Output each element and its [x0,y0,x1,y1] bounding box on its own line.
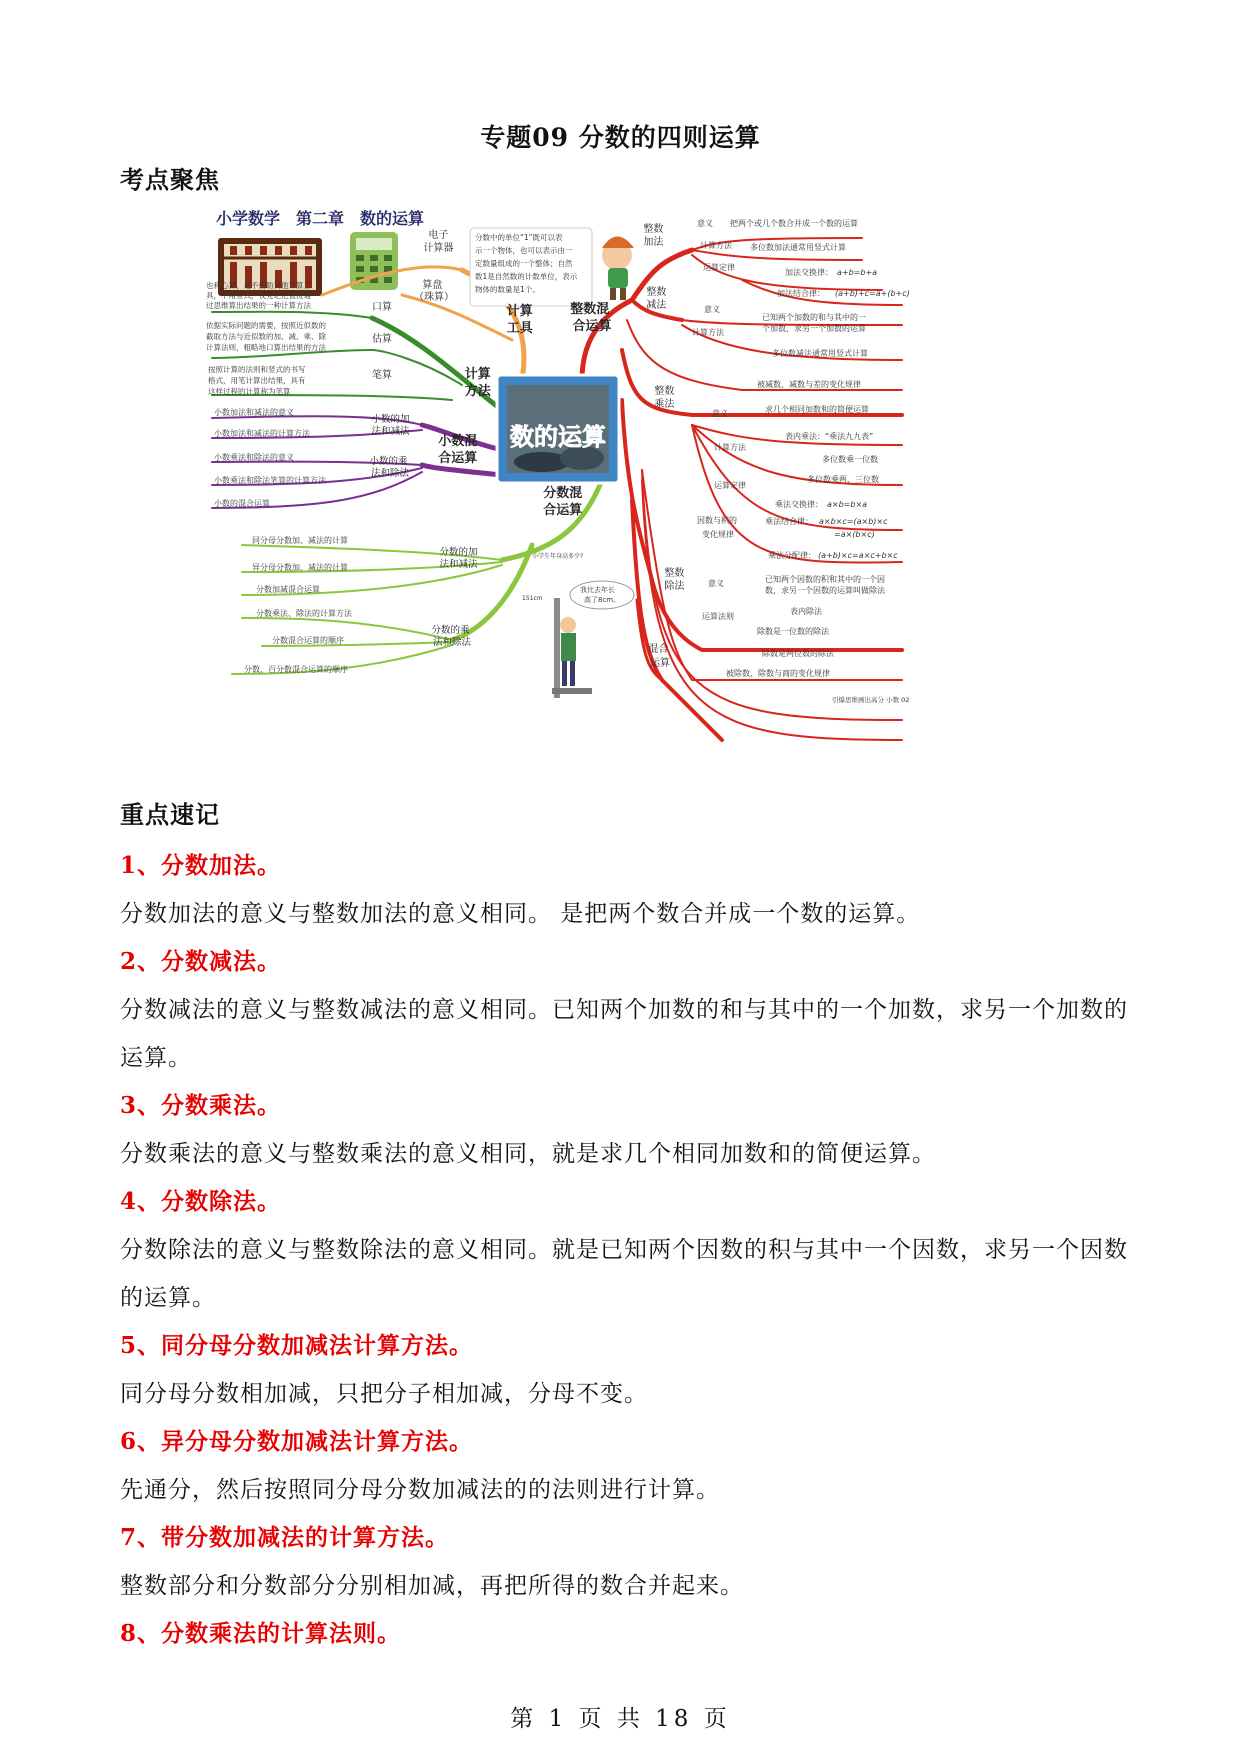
node-label: 整数混 [570,302,610,317]
leaf-text: 运算定律 [714,481,746,490]
node-label: 估算 [372,334,392,345]
node-label: 整数 [643,224,664,235]
node-label: 合运算 [543,503,583,518]
leaf-text: 意义 [708,579,724,588]
leaf-text: 意义 [712,409,728,418]
cartoon-girl-icon [602,237,634,301]
node-label: 乘法 [654,399,675,410]
bubble-line: 示一个物体，也可以表示由一 [475,246,573,255]
info-bubble [470,228,592,306]
leaf-text: 已知两个因数的积和其中的一个因 [765,575,885,584]
bubble-line: 物体的数量是1个。 [475,285,540,294]
section-heading-key-points: 重点速记 [120,800,220,829]
leaf-text: 分数、百分数混合运算的顺序 [244,665,348,674]
node-label: 计算 [464,367,491,382]
leaf-text: 计算方法 [714,443,746,452]
leaf-text: 计算方法 [700,241,732,250]
leaf-text: 已知两个加数的和与其中的一 [762,313,866,322]
leaf-text: 多位数乘两、三位数 [807,475,879,484]
leaf-text: 除数是一位数的除法 [757,627,829,636]
leaf-text: 小数加法和减法的计算方法 [214,429,310,438]
leaf-text: 乘法交换律： [775,500,823,509]
leaf-text: 多位数减法通常用竖式计算 [772,349,868,358]
point-title: 4、分数除法。 [120,1188,282,1215]
leaf-text: a+b=b+a [837,268,878,277]
node-label: 笔算 [372,370,392,381]
point-title: 5、同分母分数加减法计算方法。 [120,1332,474,1359]
kid-speech: 我比去年长 [580,586,615,594]
kid-height-icon [522,552,634,698]
page-title: 专题09 分数的四则运算 [480,123,761,152]
leaf-text: 被减数、减数与差的变化规律 [757,380,861,389]
node-label: 法和减法 [371,426,410,437]
leaf-text: 依据实际问题的需要，按照近似数的 [206,321,326,330]
node-label: 加法 [643,237,664,248]
node-label: 电子 [428,230,449,241]
kid-caption: 小学生年身高多少? [532,553,584,560]
svg-text:小数的加 法和减法 小数的乘 法和除 [369,413,412,479]
leaf-text: 把两个或几个数合并成一个数的运算 [730,219,858,228]
leaf-text: a×b×c=(a×b)×c [819,517,888,526]
bubble-line: 分数中的单位“1”既可以表 [475,233,563,242]
leaf-text: 意义 [704,305,720,314]
svg-text:同分母分数加、减法的计算 异分母分数加、减法的计算 [244,535,355,674]
node-label: 工具 [506,321,533,336]
point-title: 7、带分数加减法的计算方法。 [120,1524,450,1551]
center-node [497,375,619,483]
leaf-text: 意义 [697,219,713,228]
leaf-text: 加法交换律： [785,268,833,277]
node-label: 法和除法 [370,468,410,479]
node-label: 合运算 [438,451,478,466]
node-label: 整数 [646,287,667,298]
leaf-text: 小数的混合运算 [214,499,270,508]
point-title: 2、分数减法。 [120,948,282,975]
leaf-text: 具，不用竖式，仅凭记忆直接通 [206,291,311,300]
mind-map [206,200,1022,790]
point-title: 6、异分母分数加减法计算方法。 [120,1428,474,1455]
node-label: 口算 [372,302,392,313]
leaf-text: 被除数、除数与商的变化规律 [726,669,830,678]
leaf-text: 乘法结合律： [765,517,813,526]
kid-speech: 高了8cm。 [584,596,621,604]
node-label: 减法 [646,300,667,311]
point-body: 分数加法的意义与整数加法的意义相同。 是把两个数合并成一个数的运算。 [120,901,921,927]
leaf-text: 多位数乘一位数 [822,455,878,464]
node-label: 分数混 [543,486,583,501]
svg-text:分数的加 法和减法 分数的乘 法和除 [431,546,480,648]
node-label: 分数的乘 [431,625,470,636]
svg-text:小数加法和减法的意义 小数加法和减法的计算方法 [214,407,329,508]
kid-height: 151cm [522,595,543,602]
leaf-text: 异分母分数加、减法的计算 [252,563,348,572]
node-label: 整数 [664,568,685,579]
bubble-line: 数1是自然数的计数单位，表示 [475,272,578,281]
leaf-text: 表内除法 [790,607,822,616]
leaf-text: 加法结合律： [777,289,825,298]
leaf-text: 个加数，求另一个加数的运算 [762,324,866,333]
leaf-text: 数，求另一个因数的运算叫做除法 [765,586,885,595]
node-label: 小数混 [438,434,478,449]
page-footer: 第 1 页 共 18 页 [510,1706,731,1732]
point-title: 3、分数乘法。 [120,1092,282,1119]
node-label: 法和减法 [439,559,478,570]
svg-text:整数 加法 整数 减法 整数 [643,222,687,669]
node-label: （珠算） [414,292,454,303]
point-body: 先通分，然后按照同分母分数加减法的的法则进行计算。 [120,1477,720,1503]
node-label: 混合 [648,644,669,655]
mindmap-credit: 引爆思维画出高分 小数 02 [832,696,910,704]
point-title: 1、分数加法。 [120,852,282,879]
node-label: 计算 [506,304,533,319]
leaf-text: 计算法则，粗略地口算出结果的方法 [206,343,326,352]
leaf-text: (a+b)×c=a×c+b×c [818,551,898,560]
leaf-text: 分数加减混合运算 [256,585,320,594]
leaf-text: 过思维算出结果的一种计算方法 [206,301,311,310]
leaf-text: 计算方法 [692,328,724,337]
node-label: 方法 [464,384,491,399]
leaf-text: 运算法则 [702,612,734,621]
point-body: 分数减法的意义与整数减法的意义相同。已知两个加数的和与其中的一个加数，求另一个加数的运算。 [120,997,1128,1071]
leaf-text: 乘法分配律： [768,551,816,560]
node-label: 计算器 [423,243,454,254]
node-label: 分数的加 [439,547,478,558]
leaf-text: 分数乘法、除法的计算方法 [256,609,352,618]
leaf-text: 小数乘法和除法的意义 [214,453,294,462]
point-body: 整数部分和分数部分分别相加减，再把所得的数合并起来。 [120,1573,744,1599]
node-label: 除法 [664,581,685,592]
node-label: 运算 [650,658,670,669]
leaf-text: 除数是两位数的除法 [762,649,834,658]
leaf-text: 多位数加法通常用竖式计算 [750,243,846,252]
node-label: 整数 [654,386,675,397]
leaf-text: a×b=b×a [827,500,868,509]
leaf-text: =a×(b×c) [834,530,875,539]
leaf-text: 变化规律 [702,530,734,539]
leaf-text: 小数加法和减法的意义 [214,408,294,417]
leaf-text: 小数乘法和除法笔算的计算方法 [214,476,326,485]
bubble-line: 定数量组成的一个整体；自然 [475,259,573,268]
leaf-text: 分数混合运算的顺序 [272,636,344,645]
leaf-text: 运算定律 [703,263,735,272]
node-label: 小数的加 [371,414,410,425]
svg-text:也称心算，是不借助其他计算工 具，不用竖式，仅凭记忆 [206,280,328,396]
leaf-text: 同分母分数加、减法的计算 [252,536,348,545]
leaf-text: 这样过程的计算称为笔算 [208,387,291,396]
node-label: 合运算 [572,319,612,334]
mindmap-header: 小学数学 第二章 数的运算 [216,209,425,228]
node-label: 小数的乘 [369,456,408,467]
point-body: 分数乘法的意义与整数乘法的意义相同，就是求几个相同加数和的简便运算。 [120,1141,936,1167]
leaf-text: 按照计算的法则和竖式的书写 [208,365,306,374]
point-body: 同分母分数相加减，只把分子相加减，分母不变。 [120,1381,648,1407]
svg-text:口算 估算 笔算 [372,300,395,381]
node-label: 算盘 [422,280,443,291]
leaf-text: 求几个相同加数和的简便运算 [765,405,869,414]
leaf-text: 格式，用笔计算出结果，具有 [208,376,306,385]
key-points-list [120,842,1130,1658]
leaf-text: (a+b)+c=a+(b+c) [835,289,910,298]
point-body: 分数除法的意义与整数除法的意义相同。就是已知两个因数的积与其中一个因数，求另一个因数的运算。 [120,1237,1128,1311]
leaf-text: 也称心算，是不借助其他计算工 [206,281,311,290]
leaf-text: 截取方法与近似数的加、减、乘、除 [206,332,326,341]
leaf-text: 表内乘法：“乘法九九表” [785,432,874,441]
point-title: 8、分数乘法的计算法则。 [120,1620,402,1647]
section-heading-focus: 考点聚焦 [120,165,220,194]
leaf-text: 因数与积的 [697,516,737,525]
center-title: 数的运算 [510,423,606,451]
node-label: 法和除法 [432,637,472,648]
